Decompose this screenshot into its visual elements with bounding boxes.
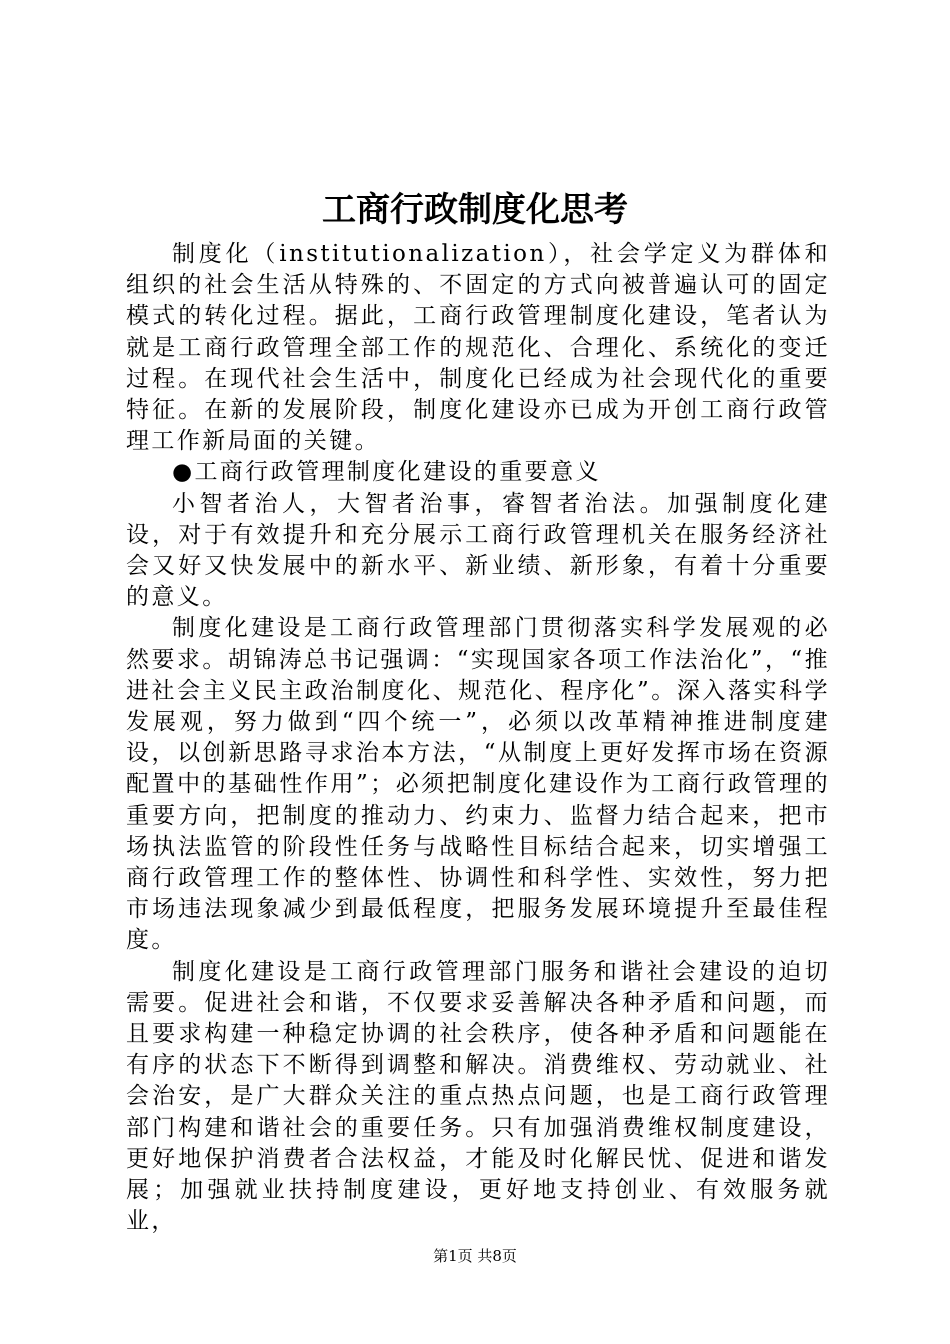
paragraph-significance: 小智者治人，大智者治事，睿智者治法。加强制度化建设，对于有效提升和充分展示工商行政管理机关在服务经济社会又好又快发展中的新水平、新业绩、新形象，有着十分重要的意义。 — [126, 490, 830, 611]
section-heading: ●工商行政管理制度化建设的重要意义 — [172, 459, 601, 486]
page-number-footer: 第1页 共8页 — [433, 1247, 517, 1265]
document-body — [126, 239, 830, 1238]
paragraph-harmonious-society: 制度化建设是工商行政管理部门服务和谐社会建设的迫切需要。促进社会和谐，不仅要求妥善解决各种矛盾和问题，而且要求构建一种稳定协调的社会秩序，使各种矛盾和问题能在有序的状态下不断得到调整和解决。消费维权、劳动就业、社会治安，是广大群众关注的重点热点问题，也是工商行政管理部门构建和谐社会的重要任务。只有加强消费维权制度建设，更好地保护消费者合法权益，才能及时化解民忧、促进和谐发展；加强就业扶持制度建设，更好地支持创业、有效服务就业， — [126, 958, 830, 1235]
paragraph-intro: 制度化（institutionalization），社会学定义为群体和组织的社会生活从特殊的、不固定的方式向被普遍认可的固定模式的转化过程。据此，工商行政管理制度化建设，笔者认为就是工商行政管理全部工作的规范化、合理化、系统化的变迁过程。在现代社会生活中，制度化已经成为社会现代化的重要特征。在新的发展阶段，制度化建设亦已成为开创工商行政管理工作新局面的关键。 — [126, 241, 830, 455]
paragraph-scientific-development: 制度化建设是工商行政管理部门贯彻落实科学发展观的必然要求。胡锦涛总书记强调：“实现国家各项工作法治化”，“推进社会主义民主政治制度化、规范化、程序化”。深入落实科学发展观，努力做到“四个统一”，必须以改革精神推进制度建设，以创新思路寻求治本方法，“从制度上更好发挥市场在资源配置中的基础性作用”；必须把制度化建设作为工商行政管理的重要方向，把制度的推动力、约束力、监督力结合起来，把市场执法监管的阶段性任务与战略性目标结合起来，切实增强工商行政管理工作的整体性、协调性和科学性、实效性，努力把市场违法现象减少到最低程度，把服务发展环境提升至最佳程度。 — [126, 615, 830, 954]
document-title: 工商行政制度化思考 — [322, 190, 628, 230]
